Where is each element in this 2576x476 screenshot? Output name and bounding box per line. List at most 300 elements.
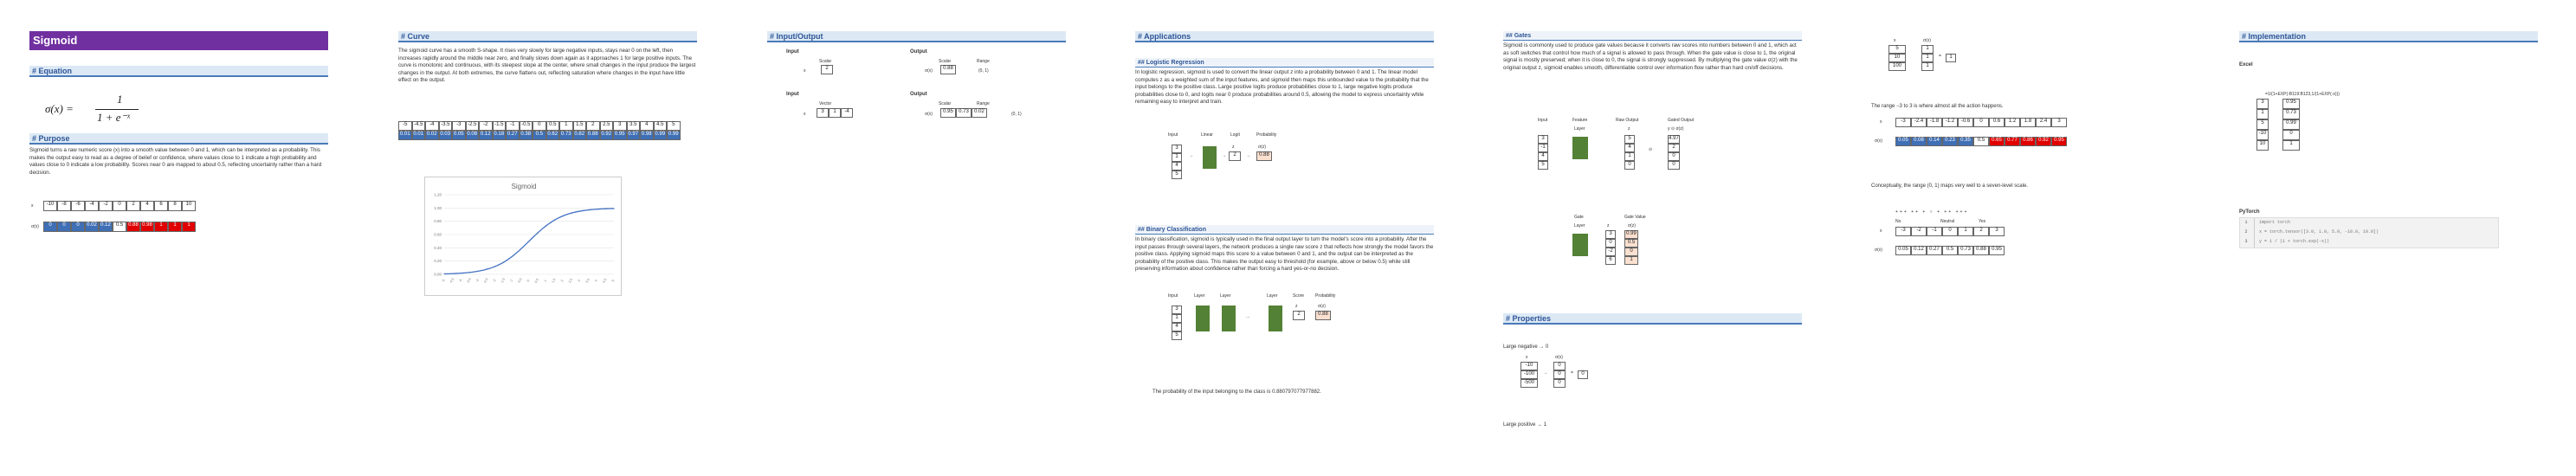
props-neg-label: Large negative → 0 [1503,344,1549,350]
excel-s-cell: 0.95 [2282,99,2300,109]
gates-gate-label: Gate [1574,215,1584,220]
purpose-x-label: x [31,203,34,209]
lr-prob-label: Probability [1256,132,1277,138]
curve-x-cell: -3.5 [439,121,453,131]
code-line-number-2: 2 [2244,229,2248,235]
curve-y-cell: 0.5 [533,131,546,140]
chart-point [503,262,504,263]
chart-x-tick: 3 [577,279,582,283]
range-x-cell: -1.2 [1942,118,1958,127]
bc-layer-3 [1269,306,1282,331]
range-s-cell: 0.86 [2020,137,2036,146]
equation-lhs: σ(x) = [45,102,74,115]
props-neg-table: x σ(x) -10 -100 -500 0 0 0 → = 0 [1520,355,1624,398]
gates-gv-0: 0.99 [1624,230,1638,239]
props-neg-x-0: -10 [1520,362,1538,370]
chart-x-tick: 0.5 [533,278,539,284]
range-s-cell: 0.95 [2051,137,2067,146]
io-range-value: (0, 1) [978,68,989,74]
props-pos-label: Large positive → 1 [1503,422,1547,428]
section-curve [398,31,697,285]
io-scalar-input: 2 [821,65,833,74]
excel-s-cell: 0 [2282,130,2300,140]
code-line-3: y = 1 / (1 + torch.exp(-x)) [2259,239,2330,244]
scale-s-cell: 0.73 [1958,246,1973,255]
props-neg-result: 0 [1578,370,1588,379]
gates-raw-2: 1 [1624,152,1635,161]
purpose-s-cell: 1 [154,222,168,232]
gates-gz-label: z [1607,223,1610,228]
purpose-s-cell: 0.88 [126,222,140,232]
curve-x-cell: -2 [479,121,493,131]
curve-y-cell: 0.88 [586,131,600,140]
chart-x-tick: 3.5 [584,278,591,284]
gates-gin-2: -2 [1605,248,1616,256]
curve-x-cell: 0.5 [546,121,560,131]
range-s-cell: 0.05 [1895,137,1911,146]
impl-header: # Implementation [2239,31,2538,42]
purpose-x-cell: 8 [168,201,182,211]
curve-x-cell: -4.5 [412,121,426,131]
curve-y-cell: 0.97 [627,131,641,140]
gates-gv-1: 0.5 [1624,239,1638,248]
range-top-s-2: 1 [1921,62,1934,71]
gates-gin-0: 3 [1605,230,1616,239]
curve-table [398,121,697,142]
props-sx-label: σ(x) [1555,355,1563,360]
curve-x-cell: 4 [640,121,654,131]
curve-x-cell: -2.5 [466,121,480,131]
chart-point [537,233,538,234]
io-vector-input-0: 3 [817,108,829,118]
io-x-label-2: x [804,112,806,117]
equation [45,92,218,126]
chart-point [554,220,555,221]
lr-input-label: Input [1168,132,1178,138]
range-top-result: 1 [1946,54,1956,62]
range-x-cell: -0.6 [1958,118,1973,127]
section-intro [29,31,328,229]
io-vector-input-1: 1 [829,108,841,118]
scale-x-label: x [1880,228,1882,234]
io-vector-output-1: 0.73 [956,108,972,118]
gates-gate-layer-label: Layer [1574,223,1585,228]
scale-s-cell: 0.88 [1973,246,1989,255]
range-x-cell: 0 [1973,118,1989,127]
concept-text: Conceptually, the range (0, 1) maps very well to a seven-level scale. [1871,183,2028,189]
curve-x-cell: -1.5 [493,121,507,131]
curve-y-cell: 0.08 [466,131,480,140]
curve-y-cell: 0.99 [654,131,668,140]
gates-raw-0: 5 [1624,135,1635,144]
curve-y-cell: 0.01 [398,131,412,140]
io-output-label: Output [910,49,927,55]
io-diagram [767,47,1066,151]
scale-neutral: Neutral [1940,219,1955,224]
io-range-label-2: Range [977,101,990,106]
scale-s-cell: 0.27 [1927,246,1942,255]
bc-text: In binary classification, sigmoid is typically used in the final output layer to turn the model's score into a probability. After the input passes through several layers, the network produces a single raw score z that reflects how strongly the model favors the positive class. Applying sigmoid maps this score to a value between 0 and 1, and the output can be interpreted as the probability of the positive class. This makes the output easy to threshold (for example, above or below 0.5) while still preserving information about confidence rather than forcing a hard yes-or-no decision. [1135,236,1434,273]
range-s-cell: 0.65 [1989,137,2005,146]
lr-sz-label: σ(z) [1258,145,1266,150]
io-input-label-2: Input [786,92,799,97]
gates-in-3: 5 [1538,161,1548,170]
curve-y-cell: 0.95 [613,131,627,140]
purpose-header: # Purpose [29,133,328,145]
scale-x-cell: -1 [1927,227,1942,236]
gates-header: ## Gates [1503,31,1802,41]
lr-text: In logistic regression, sigmoid is used to convert the linear output z into a probability between 0 and 1. The linear model computes z as a weighted sum of the input features, and sigmoid then maps this unbounded value to the probability that the input belongs to the positive class. Large positive logits produce probabilities close to 1, large negative logits produce probabilities close to 0, and logits near 0 produce probabilities around 0.5, allowing the model to express uncertainty while remaining easy to interpret and train. [1135,69,1429,106]
apps-header: # Applications [1135,31,1434,42]
chart-point [443,273,444,274]
curve-x-cell: 1 [559,121,573,131]
gates-gv-3: 1 [1624,256,1638,265]
io-vector-output-2: 0.02 [972,108,987,118]
chart-x-tick: -0.5 [516,277,523,285]
lr-input-2: 4 [1172,162,1182,170]
chart-x-tick: -3 [475,279,480,283]
chart-x-tick: 5 [610,279,616,283]
range-s-cell: 0.23 [1942,137,1958,146]
purpose-x-cell: -2 [99,201,113,211]
chart-point [579,211,580,212]
curve-y-cell: 0.03 [439,131,453,140]
code-block [2239,217,2499,248]
bc-score-label: Score [1293,293,1305,299]
scale-sx-label: σ(x) [1875,248,1882,253]
io-scalar-out-label: Scalar [939,59,952,64]
range-s-cell: 0.14 [1927,137,1942,146]
gates-raw-label: Raw Output [1616,118,1639,123]
curve-y-cell: 0.01 [412,131,426,140]
excel-x-cell: 1 [2256,109,2269,119]
bc-conclusion: The probability of the input belonging to the class is 0.880797077977882. [1152,389,1321,395]
io-vector-output-0: 0.95 [940,108,956,118]
gates-layer-label: Layer [1574,126,1585,132]
bc-input-3: 5 [1172,331,1182,340]
chart-y-tick: 0.00 [434,272,442,277]
curve-header: # Curve [398,31,697,42]
purpose-text: Sigmoid turns a raw numeric score (x) into a smooth value between 0 and 1, which can be interpreted as a probability. This makes the output easy to read as a degree of belief or confidence, where values close to 1 indicate a high probability and values close to 0 indicate a low probability. Scores near 0 are mapped to about 0.5, reflecting uncertainty rather than a hard decision. [29,147,322,176]
io-range-value-2: (0, 1) [1011,112,1022,117]
gates-gv-2: 0 [1624,248,1638,256]
lr-linear-label: Linear [1201,132,1213,138]
page-title: Sigmoid [29,31,328,50]
io-sx-label: σ(x) [925,68,933,74]
range-top-sx-label: σ(x) [1923,38,1931,43]
curve-x-cell: 2.5 [600,121,614,131]
chart-x-tick: -5 [441,279,446,283]
io-x-label: x [804,68,806,74]
code-line-2: x = torch.tensor([3.0, 1.0, 5.0, -10.0, 10.0]) [2259,229,2379,235]
chart-x-tick: 0 [526,279,531,283]
purpose-x-cell: -4 [85,201,99,211]
range-x-cell: 2.4 [2036,118,2051,127]
gates-sz-label: σ(z) [1628,223,1636,228]
gates-out-3: 0 [1668,161,1680,170]
bc-diagram [1161,293,1378,376]
purpose-s-cell: 0 [57,222,71,232]
props-header: # Properties [1503,313,1802,325]
range-top-x-2: 100 [1888,62,1906,71]
gates-raw-3: 0 [1624,161,1635,170]
chart-point [486,268,487,269]
range-x-cell: 0.6 [1989,118,2005,127]
chart-point [494,266,495,267]
chart-x-tick: 1.5 [551,278,557,284]
bc-layer-label-2: Layer [1220,293,1231,299]
lr-linear-layer [1203,146,1217,169]
curve-y-cell: 0.62 [546,131,560,140]
chart-x-tick: -3.5 [466,277,472,285]
range-s-cell: 0.77 [2005,137,2020,146]
range-top-x-0: 5 [1888,45,1906,54]
purpose-x-cell: 6 [154,201,168,211]
code-line-1: import torch [2259,220,2291,225]
chart-x-tick: -1.5 [500,277,507,285]
scale-x-cell: 2 [1973,227,1989,236]
purpose-x-cell: -8 [57,201,71,211]
scale-x-cell: 0 [1942,227,1958,236]
lr-input-0: 3 [1172,145,1182,153]
scale-table [1871,227,2079,261]
chart-point [469,272,470,273]
scale-x-cell: -3 [1895,227,1911,236]
scale-yes: Yes [1979,219,1986,224]
range-x-cell: -3 [1895,118,1911,127]
range-s-cell: 0.5 [1973,137,1989,146]
curve-x-cell: -1 [506,121,520,131]
chart-x-tick: 2.5 [568,278,574,284]
scale-s-cell: 0.5 [1942,246,1958,255]
gates-feature-label: Feature [1572,118,1588,123]
purpose-s-cell: 1 [182,222,196,232]
purpose-x-cell: -6 [71,201,85,211]
scale-x-cell: 3 [1989,227,2005,236]
purpose-table [29,201,324,253]
excel-label: Excel [2239,62,2253,68]
chart-point [520,248,521,249]
gates-gin-1: 0 [1605,239,1616,248]
lr-header: ## Logistic Regression [1135,58,1434,68]
range-text: The range −3 to 3 is where almost all the action happens. [1871,104,2004,109]
gates-gate-layer [1572,234,1588,256]
equation-denominator: 1 + e⁻ˣ [97,111,131,124]
range-sx-label: σ(x) [1875,138,1882,144]
purpose-s-cell: 1 [168,222,182,232]
bc-header: ## Binary Classification [1135,225,1434,235]
scale-symbols: +++ ++ + ○ + ++ +++ [1895,209,1969,215]
bc-z-label: z [1295,304,1298,309]
gates-input-label: Input [1538,118,1548,123]
io-vector-in-label: Vector [819,101,832,106]
excel-x-cell: 5 [2256,119,2269,130]
gates-in-1: -1 [1538,144,1548,152]
chart-x-tick: 4.5 [602,278,608,284]
curve-y-cell: 0.98 [640,131,654,140]
chart-x-tick: -4 [458,279,463,283]
curve-x-cell: 1.5 [573,121,587,131]
pytorch-label: PyTorch [2239,209,2260,215]
gates-out-0: 4.97 [1668,135,1680,144]
lr-logit-label: Logit [1230,132,1240,138]
bc-score-value: 2 [1293,311,1305,320]
section-applications [1135,31,1434,395]
excel-x-cell: 10 [2256,140,2269,151]
bc-dots: ... [1246,314,1250,319]
gates-raw-1: 4 [1624,144,1635,152]
curve-x-cell: 0 [533,121,546,131]
range-top-s-1: 1 [1921,54,1934,62]
io-output-label-2: Output [910,92,927,97]
gates-in-0: 3 [1538,135,1548,144]
props-neg-s-1: 0 [1553,370,1566,379]
chart-y-tick: 1.20 [434,192,442,197]
bc-layer-2 [1222,306,1236,331]
range-x-cell: 1.2 [2005,118,2020,127]
range-top-table: x σ(x) 5 10 100 1 1 1 = 1 [1888,38,1992,81]
props-x-label: x [1526,355,1528,360]
curve-x-cell: -5 [398,121,412,131]
props-neg-s-0: 0 [1553,362,1566,370]
curve-y-cell: 0.05 [452,131,466,140]
purpose-x-cell: 2 [126,201,140,211]
lr-logit-value: 2 [1229,151,1241,161]
range-x-label: x [1880,119,1882,125]
chart-y-tick: 1.00 [434,205,442,210]
purpose-x-cell: 0 [113,201,126,211]
curve-y-cell: 0.92 [600,131,614,140]
section-gates [1503,31,1802,428]
purpose-s-cell: 0.12 [99,222,113,232]
range-s-cell: 0.35 [1958,137,1973,146]
purpose-s-cell: 0.02 [85,222,99,232]
range-s-cell: 0.92 [2036,137,2051,146]
gates-in-2: 4 [1538,152,1548,161]
io-scalar-out-label-2: Scalar [939,101,952,106]
gates-value-label: Gate Value [1624,215,1646,220]
gates-feature-layer [1572,137,1588,159]
code-line-number-3: 3 [2244,239,2248,244]
gates-yz-label: y ⊙ σ(z) [1668,126,1684,132]
excel-table [2256,99,2334,168]
chart-title: Sigmoid [511,183,537,190]
equation-numerator: 1 [117,93,123,106]
io-scalar-output: 0.88 [940,65,956,74]
chart-svg [425,177,623,297]
chart-x-tick: -4.5 [449,277,455,285]
curve-y-cell: 0.12 [479,131,493,140]
scale-no: No [1895,219,1901,224]
range-s-cell: 0.08 [1911,137,1927,146]
gates-text: Sigmoid is commonly used to produce gate values because it converts raw scores into numbers between 0 and 1, which act as soft switches that control how much of a signal is allowed to pass through. When the gate value is close to 1, the original signal is mostly preserved; when it is close to 0, the signal is strongly suppressed. By multiplying the gate value σ(z) with the original output z, sigmoid enables smooth, differentiable control over information flow rather than hard on/off decisions. [1503,42,1798,71]
purpose-x-cell: 4 [140,201,154,211]
chart-x-tick: 1 [543,279,547,283]
gates-z-label: z [1628,126,1630,132]
props-neg-x-2: -500 [1520,379,1538,388]
range-table [1871,118,2166,152]
gates-diagram: Input Feature Layer Raw Output Gated Output y ⊙ σ(z) z 3 -1 4 5 5 4 1 0 ⊙ 4.97 2 0 0 Gate Layer Gate Value z σ(z) 3 0 -2 6 0.99 0.5 0 1 [1503,118,1798,317]
excel-x-cell: 3 [2256,99,2269,109]
section-io [767,31,1066,117]
curve-y-cell: 0.18 [493,131,507,140]
bc-input-label: Input [1168,293,1178,299]
chart-x-tick: -2.5 [482,277,489,285]
range-x-cell: 1.8 [2020,118,2036,127]
purpose-x-cell: 10 [182,201,196,211]
curve-y-cell: 0.82 [573,131,587,140]
chart-x-tick: 4 [594,279,598,283]
lr-input-3: 5 [1172,170,1182,179]
purpose-s-cell: 0.98 [140,222,154,232]
gates-out-1: 2 [1668,144,1680,152]
curve-y-cell: 0.73 [559,131,573,140]
curve-x-cell: 3 [613,121,627,131]
curve-x-cell: 4.5 [654,121,668,131]
gates-gated-label: Gated Output [1668,118,1695,123]
lr-prob-value: 0.88 [1256,151,1272,161]
io-range-label: Range [977,59,990,64]
lr-z-label: z [1232,145,1235,150]
io-scalar-in-label: Scalar [819,59,832,64]
curve-x-cell: -4 [425,121,439,131]
curve-x-cell: -3 [452,121,466,131]
purpose-s-cell: 0 [71,222,85,232]
bc-input-1: 1 [1172,314,1182,323]
excel-formula: =1/(1+EXP(-B119:B123,1/(1+EXP(-x))) [2265,92,2340,97]
bc-layer-label-1: Layer [1194,293,1205,299]
purpose-s-cell: 0 [43,222,57,232]
chart-y-tick: 0.40 [434,245,442,250]
bc-prob-value: 0.88 [1315,311,1331,320]
chart-point [563,215,564,216]
section-implementation [2239,31,2538,244]
curve-y-cell: 0.02 [425,131,439,140]
props-neg-x-1: -100 [1520,370,1538,379]
chart-x-tick: 2 [560,279,565,283]
chart-y-tick: 0.80 [434,219,442,224]
chart-x-tick: -1 [508,279,514,283]
chart-y-tick: 0.60 [434,232,442,237]
curve-y-cell: 0.27 [506,131,520,140]
purpose-x-cell: -10 [43,201,57,211]
excel-s-cell: 0.99 [2282,119,2300,130]
range-top-x-label: x [1894,38,1896,43]
scale-s-cell: 0.05 [1895,246,1911,255]
scale-s-cell: 0.95 [1989,246,2005,255]
scale-x-cell: 1 [1958,227,1973,236]
curve-y-cell: 0.38 [520,131,533,140]
props-neg-s-2: 0 [1553,379,1566,388]
curve-x-cell: 3.5 [627,121,641,131]
bc-layer-1 [1196,306,1210,331]
curve-text: The sigmoid curve has a smooth S-shape. It rises very slowly for large negative inputs, stays near 0 on the left, then increases rapidly around the middle near zero, and finally slows down again as it approaches 1 for large positive inputs. The curve is monotonic and continuous, with its steepest slope at the center, where small changes in the input produce the largest changes in the output. At both extremes, the curve flattens out, reflecting saturation where changes in the input have little effect on the output. [398,48,696,84]
bc-input-0: 3 [1172,306,1182,314]
chart-point [588,209,589,210]
chart-y-tick: 0.20 [434,259,442,264]
purpose-s-cell: 0.5 [113,222,126,232]
curve-y-cell: 0.99 [667,131,681,140]
bc-input-2: 4 [1172,323,1182,331]
chart-x-tick: -2 [492,279,497,283]
curve-x-cell: -0.5 [520,121,533,131]
excel-x-cell: -10 [2256,130,2269,140]
purpose-sx-label: σ(x) [31,224,39,229]
bc-layer-label-3: Layer [1267,293,1278,299]
io-sx-label-2: σ(x) [925,112,933,117]
io-header: # Input/Output [767,31,1066,42]
gates-gin-3: 6 [1605,256,1616,265]
